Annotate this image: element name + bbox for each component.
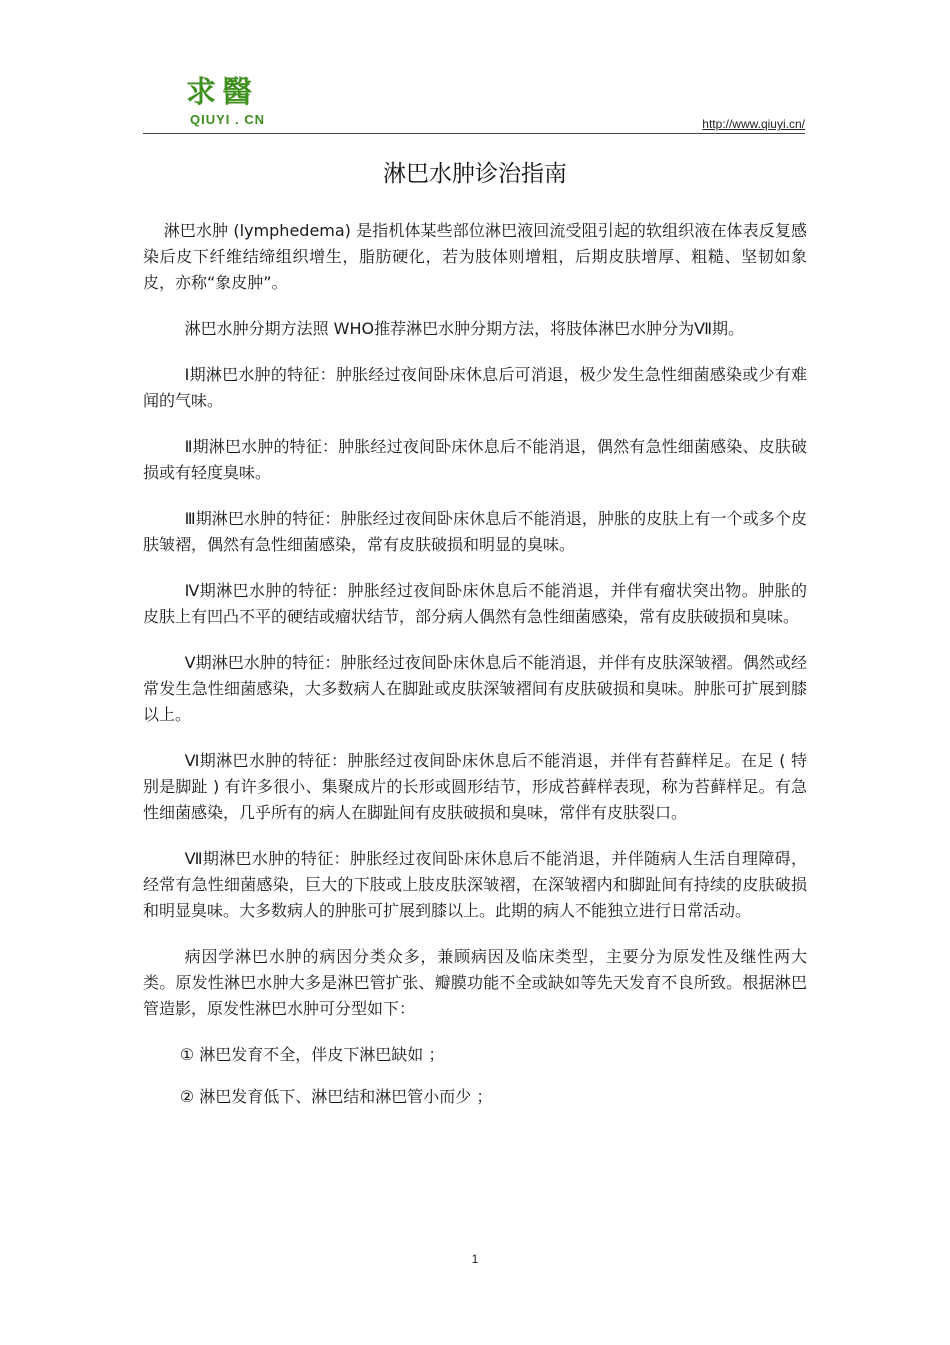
page-number: 1 bbox=[471, 1252, 479, 1266]
staging-method-paragraph: 淋巴水肿分期方法照 WHO推荐淋巴水肿分期方法，将肢体淋巴水肿分为Ⅶ期。 bbox=[184, 319, 745, 338]
stage-5-paragraph: Ⅴ期淋巴水肿的特征：肿胀经过夜间卧床休息后不能消退，并伴有皮肤深皱褶。偶然或经常发生急性细菌感染，大多数病人在脚趾或皮肤深皱褶间有皮肤破损和臭味。肿胀可扩展到膝以上。 bbox=[143, 653, 807, 724]
list-item: ② 淋巴发育低下、淋巴结和淋巴管小而少 ； bbox=[179, 1087, 493, 1106]
etiology-paragraph: 病因学淋巴水肿的病因分类众多，兼顾病因及临床类型，主要分为原发性及继性两大类。原发性淋巴水肿大多是淋巴管扩张、瓣膜功能不全或缺如等先天发育不良所致。根据淋巴管造影，原发性淋巴水肿可分型如下： bbox=[143, 947, 807, 1018]
header-divider bbox=[143, 133, 805, 134]
intro-paragraph: 淋巴水肿 (lymphedema) 是指机体某些部位淋巴液回流受阻引起的软组织液在体表反复感染后皮下纤维结缔组织增生，脂肪硬化，若为肢体则增粗，后期皮肤增厚、粗糙、坚韧如象皮，亦称“象皮肿”。 bbox=[143, 221, 807, 292]
site-logo bbox=[186, 74, 286, 130]
list-item: ① 淋巴发育不全，伴皮下淋巴缺如 ； bbox=[179, 1045, 445, 1064]
header-url-link[interactable]: http://www.qiuyi.cn/ bbox=[702, 117, 805, 131]
document-title: 淋巴水肿诊治指南 bbox=[383, 161, 567, 187]
stage-1-paragraph: Ⅰ期淋巴水肿的特征：肿胀经过夜间卧床休息后可消退，极少发生急性细菌感染或少有难闻的气味。 bbox=[143, 365, 807, 410]
stage-3-paragraph: Ⅲ期淋巴水肿的特征：肿胀经过夜间卧床休息后不能消退，肿胀的皮肤上有一个或多个皮肤皱褶，偶然有急性细菌感染，常有皮肤破损和明显的臭味。 bbox=[143, 509, 807, 554]
document-body bbox=[143, 218, 807, 1126]
stage-7-paragraph: Ⅶ期淋巴水肿的特征：肿胀经过夜间卧床休息后不能消退，并伴随病人生活自理障碍，经常有急性细菌感染，巨大的下肢或上肢皮肤深皱褶，在深皱褶内和脚趾间有持续的皮肤破损和明显臭味。大多数病人的肿胀可扩展到膝以上。此期的病人不能独立进行日常活动。 bbox=[143, 849, 807, 920]
stage-4-paragraph: Ⅳ期淋巴水肿的特征：肿胀经过夜间卧床休息后不能消退，并伴有瘤状突出物。肿胀的皮肤上有凹凸不平的硬结或瘤状结节，部分病人偶然有急性细菌感染，常有皮肤破损和臭味。 bbox=[143, 581, 807, 626]
stage-6-paragraph: Ⅵ期淋巴水肿的特征：肿胀经过夜间卧床休息后不能消退，并伴有苔藓样足。在足 ( 特别是脚趾 ) 有许多很小、集聚成片的长形或圆形结节，形成苔藓样表现，称为苔藓样足。有急性细菌感染，几乎所有的病人在脚趾间有皮肤破损和臭味，常伴有皮肤裂口。 bbox=[143, 751, 807, 822]
stage-2-paragraph: Ⅱ期淋巴水肿的特征：肿胀经过夜间卧床休息后不能消退，偶然有急性细菌感染、皮肤破损或有轻度臭味。 bbox=[143, 437, 807, 482]
logo-chinese-text: 求醫 bbox=[186, 75, 258, 110]
logo-english-text: QIUYI . CN bbox=[190, 112, 266, 127]
